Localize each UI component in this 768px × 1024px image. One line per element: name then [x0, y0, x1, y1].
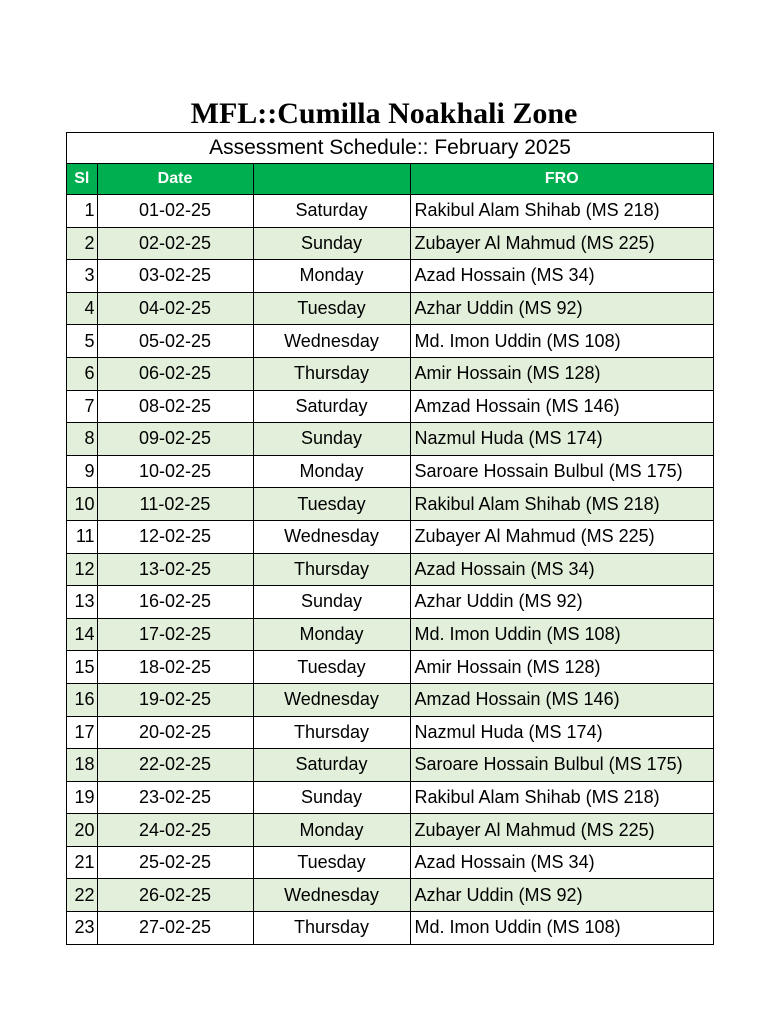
cell-fro: Amzad Hossain (MS 146) — [410, 390, 713, 423]
table-header-row — [67, 164, 713, 195]
cell-sl: 10 — [67, 488, 97, 521]
table-row — [67, 618, 713, 651]
table-row — [67, 912, 713, 944]
cell-sl: 22 — [67, 879, 97, 912]
cell-date: 22-02-25 — [97, 749, 253, 782]
cell-day: Sunday — [253, 781, 410, 814]
cell-sl: 16 — [67, 683, 97, 716]
table-row — [67, 781, 713, 814]
cell-date: 17-02-25 — [97, 618, 253, 651]
cell-sl: 9 — [67, 455, 97, 488]
cell-fro: Amzad Hossain (MS 146) — [410, 683, 713, 716]
cell-sl: 2 — [67, 227, 97, 260]
schedule-subtitle: Assessment Schedule:: February 2025 — [67, 133, 713, 164]
cell-day: Sunday — [253, 227, 410, 260]
cell-date: 05-02-25 — [97, 325, 253, 358]
cell-date: 13-02-25 — [97, 553, 253, 586]
cell-sl: 17 — [67, 716, 97, 749]
cell-day: Thursday — [253, 716, 410, 749]
cell-date: 27-02-25 — [97, 912, 253, 944]
cell-sl: 21 — [67, 846, 97, 879]
cell-fro: Azhar Uddin (MS 92) — [410, 586, 713, 619]
cell-sl: 11 — [67, 520, 97, 553]
table-row — [67, 716, 713, 749]
table-row — [67, 520, 713, 553]
column-header-sl: Sl — [67, 164, 97, 195]
cell-day: Saturday — [253, 390, 410, 423]
cell-fro: Rakibul Alam Shihab (MS 218) — [410, 781, 713, 814]
column-header-fro: FRO — [410, 164, 713, 195]
cell-date: 23-02-25 — [97, 781, 253, 814]
cell-day: Thursday — [253, 553, 410, 586]
cell-fro: Amir Hossain (MS 128) — [410, 651, 713, 684]
table-row — [67, 390, 713, 423]
table-row — [67, 488, 713, 521]
cell-day: Monday — [253, 618, 410, 651]
cell-sl: 13 — [67, 586, 97, 619]
cell-date: 18-02-25 — [97, 651, 253, 684]
cell-date: 26-02-25 — [97, 879, 253, 912]
cell-fro: Md. Imon Uddin (MS 108) — [410, 618, 713, 651]
cell-day: Saturday — [253, 195, 410, 228]
cell-sl: 3 — [67, 260, 97, 293]
cell-date: 16-02-25 — [97, 586, 253, 619]
page-title: MFL::Cumilla Noakhali Zone — [190, 97, 578, 130]
cell-date: 02-02-25 — [97, 227, 253, 260]
cell-sl: 19 — [67, 781, 97, 814]
table-row — [67, 227, 713, 260]
cell-date: 01-02-25 — [97, 195, 253, 228]
cell-date: 04-02-25 — [97, 292, 253, 325]
table-row — [67, 325, 713, 358]
cell-sl: 23 — [67, 912, 97, 944]
cell-fro: Zubayer Al Mahmud (MS 225) — [410, 520, 713, 553]
table-row — [67, 292, 713, 325]
cell-day: Wednesday — [253, 683, 410, 716]
cell-day: Monday — [253, 260, 410, 293]
table-row — [67, 749, 713, 782]
cell-sl: 4 — [67, 292, 97, 325]
cell-day: Tuesday — [253, 846, 410, 879]
cell-fro: Amir Hossain (MS 128) — [410, 357, 713, 390]
cell-day: Monday — [253, 814, 410, 847]
column-header-date: Date — [97, 164, 253, 195]
cell-sl: 8 — [67, 423, 97, 456]
cell-day: Tuesday — [253, 488, 410, 521]
cell-day: Wednesday — [253, 520, 410, 553]
schedule-sheet — [66, 132, 714, 945]
cell-fro: Azhar Uddin (MS 92) — [410, 292, 713, 325]
cell-fro: Md. Imon Uddin (MS 108) — [414, 917, 621, 938]
table-row — [67, 357, 713, 390]
cell-date: 20-02-25 — [97, 716, 253, 749]
cell-day: Sunday — [253, 586, 410, 619]
cell-fro: Zubayer Al Mahmud (MS 225) — [410, 814, 713, 847]
cell-sl: 6 — [67, 357, 97, 390]
cell-sl: 12 — [67, 553, 97, 586]
table-row — [67, 455, 713, 488]
table-row — [67, 814, 713, 847]
cell-sl: 5 — [67, 325, 97, 358]
cell-fro: Md. Imon Uddin (MS 108) — [410, 325, 713, 358]
cell-sl: 7 — [67, 390, 97, 423]
cell-sl: 15 — [67, 651, 97, 684]
cell-fro: Azhar Uddin (MS 92) — [410, 879, 713, 912]
cell-fro: Zubayer Al Mahmud (MS 225) — [410, 227, 713, 260]
table-row — [67, 195, 713, 228]
cell-sl: 1 — [67, 195, 97, 228]
cell-fro: Azad Hossain (MS 34) — [410, 260, 713, 293]
cell-sl: 18 — [67, 749, 97, 782]
schedule-table — [67, 164, 713, 944]
table-row — [67, 553, 713, 586]
table-row — [67, 423, 713, 456]
cell-day: Thursday — [253, 357, 410, 390]
cell-fro: Rakibul Alam Shihab (MS 218) — [410, 195, 713, 228]
cell-date: 24-02-25 — [97, 814, 253, 847]
cell-day: Monday — [253, 455, 410, 488]
cell-date: 09-02-25 — [97, 423, 253, 456]
cell-date: 11-02-25 — [97, 488, 253, 521]
cell-fro: Nazmul Huda (MS 174) — [410, 423, 713, 456]
table-row — [67, 846, 713, 879]
table-row — [67, 651, 713, 684]
cell-day: Saturday — [253, 749, 410, 782]
cell-date: 10-02-25 — [97, 455, 253, 488]
cell-day: Tuesday — [253, 651, 410, 684]
table-row — [67, 683, 713, 716]
table-row — [67, 260, 713, 293]
cell-fro: Saroare Hossain Bulbul (MS 175) — [410, 749, 713, 782]
cell-fro: Azad Hossain (MS 34) — [410, 846, 713, 879]
cell-fro: Azad Hossain (MS 34) — [410, 553, 713, 586]
cell-day: Thursday — [253, 912, 410, 944]
cell-date: 25-02-25 — [97, 846, 253, 879]
cell-date: 08-02-25 — [97, 390, 253, 423]
cell-day: Wednesday — [253, 325, 410, 358]
cell-sl: 14 — [67, 618, 97, 651]
cell-date: 19-02-25 — [97, 683, 253, 716]
cell-date: 12-02-25 — [97, 520, 253, 553]
cell-day: Tuesday — [253, 292, 410, 325]
cell-fro: Saroare Hossain Bulbul (MS 175) — [410, 455, 713, 488]
table-body — [67, 195, 713, 944]
cell-fro: Rakibul Alam Shihab (MS 218) — [410, 488, 713, 521]
cell-date: 03-02-25 — [97, 260, 253, 293]
table-row — [67, 879, 713, 912]
column-header-day — [253, 164, 410, 195]
cell-sl: 20 — [67, 814, 97, 847]
cell-date: 06-02-25 — [97, 357, 253, 390]
cell-day: Wednesday — [253, 879, 410, 912]
cell-fro: Nazmul Huda (MS 174) — [410, 716, 713, 749]
cell-day: Sunday — [253, 423, 410, 456]
table-row — [67, 586, 713, 619]
